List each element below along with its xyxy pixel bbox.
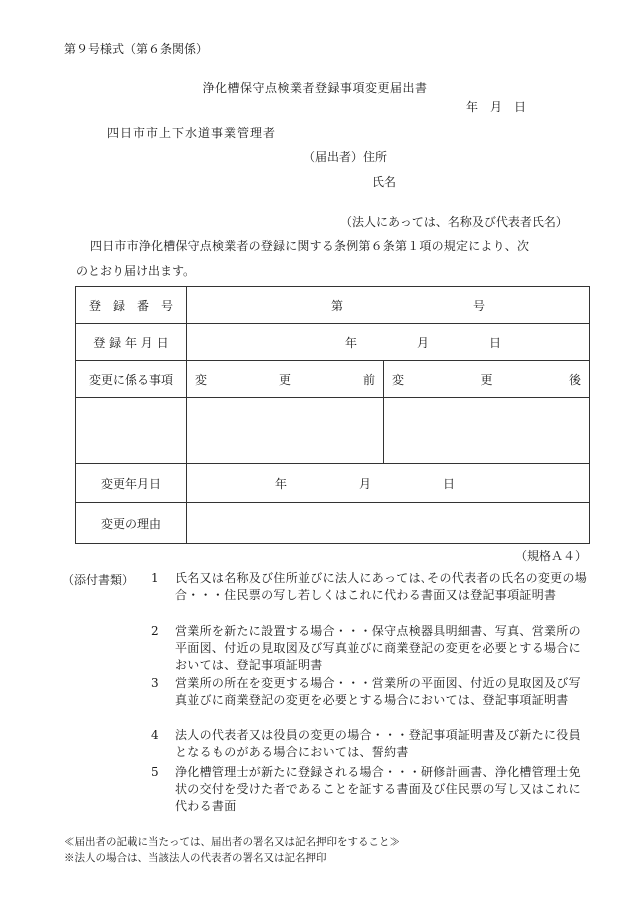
reg-month: 月 bbox=[416, 335, 429, 350]
submission-date: 年 月 日 bbox=[466, 100, 527, 114]
after-change-header bbox=[384, 361, 590, 398]
registration-date-label: 登 録 年 月 日 bbox=[76, 324, 187, 361]
after-change-field[interactable] bbox=[384, 398, 590, 464]
reg-no-prefix: 第 bbox=[330, 298, 343, 313]
corporation-signature-note: ※法人の場合は、当該法人の代表者の署名又は記名押印 bbox=[64, 852, 327, 864]
table-row bbox=[76, 464, 590, 503]
change-reason-field[interactable] bbox=[187, 503, 590, 544]
change-item-field[interactable] bbox=[76, 398, 187, 464]
addressee: 四日市市上下水道事業管理者 bbox=[107, 126, 277, 140]
attachment-text: 営業所を新たに設置する場合・・・保守点検器具明細書、写真、営業所の平面図、付近の見取図及び写真並びに商業登記の変更を必要とする場合においては、登記事項証明書 bbox=[175, 624, 581, 672]
change-date-field[interactable] bbox=[187, 464, 590, 503]
after-char: 更 bbox=[480, 372, 493, 387]
after-char: 後 bbox=[568, 372, 581, 387]
change-month: 月 bbox=[359, 476, 372, 491]
attachments-label: （添付書類） bbox=[62, 573, 135, 587]
attachment-number: 2 bbox=[151, 624, 159, 638]
attachment-number: 3 bbox=[151, 676, 159, 690]
table-row bbox=[76, 324, 590, 361]
reg-year: 年 bbox=[344, 335, 357, 350]
reg-day: 日 bbox=[489, 335, 502, 350]
registration-number-field[interactable] bbox=[187, 287, 590, 324]
attachment-number: 1 bbox=[151, 571, 159, 585]
attachment-text: 営業所の所在を変更する場合・・・営業所の平面図、付近の見取図及び写真並びに商業登記の変更を必要とする場合においては、登記事項証明書 bbox=[175, 676, 581, 707]
before-char: 前 bbox=[362, 372, 375, 387]
corporation-note: （法人にあっては、名称及び代表者氏名） bbox=[340, 215, 568, 229]
table-row bbox=[76, 503, 590, 544]
before-change-field[interactable] bbox=[187, 398, 384, 464]
applicant-name-label: 氏名 bbox=[372, 175, 397, 189]
before-char: 更 bbox=[278, 372, 291, 387]
table-row bbox=[76, 361, 590, 398]
paper-size-note: （規格Ａ４） bbox=[515, 549, 588, 563]
form-number: 第９号様式（第６条関係） bbox=[64, 42, 209, 56]
body-text-line-2: のとおり届け出ます。 bbox=[76, 264, 196, 278]
change-items-label: 変更に係る事項 bbox=[76, 361, 187, 398]
attachment-text: 法人の代表者又は役員の変更の場合・・・登記事項証明書及び新たに役員となるものがある場合においては、誓約書 bbox=[175, 728, 581, 759]
before-change-header bbox=[187, 361, 384, 398]
attachment-number: 4 bbox=[151, 728, 159, 742]
applicant-address-label: （届出者）住所 bbox=[303, 150, 388, 164]
change-day: 日 bbox=[443, 476, 456, 491]
change-year: 年 bbox=[275, 476, 288, 491]
change-reason-label: 変更の理由 bbox=[76, 503, 187, 544]
table-row bbox=[76, 287, 590, 324]
document-title: 浄化槽保守点検業者登録事項変更届出書 bbox=[202, 81, 428, 95]
table-row bbox=[76, 398, 590, 464]
signature-note: ≪届出者の記載に当たっては、届出者の署名又は記名押印をすること≫ bbox=[64, 836, 400, 848]
reg-no-suffix: 号 bbox=[473, 298, 486, 313]
registration-number-label: 登 録 番 号 bbox=[76, 287, 187, 324]
attachment-text: 氏名又は名称及び住所並びに法人にあっては､その代表者の氏名の変更の場合・・・住民票の写し若しくはこれに代わる書面又は登記事項証明書 bbox=[175, 571, 588, 602]
after-char: 変 bbox=[392, 372, 405, 387]
registration-date-field[interactable] bbox=[187, 324, 590, 361]
body-text-line-1: 四日市市浄化槽保守点検業者の登録に関する条例第６条第１項の規定により、次 bbox=[90, 239, 530, 253]
attachment-text: 浄化槽管理士が新たに登録される場合・・・研修計画書、浄化槽管理士免状の交付を受けた者であることを証する書面及び住民票の写し又はこれに代わる書面 bbox=[175, 765, 581, 813]
change-date-label: 変更年月日 bbox=[76, 464, 187, 503]
change-form-table bbox=[75, 286, 590, 544]
attachment-number: 5 bbox=[151, 765, 159, 779]
before-char: 変 bbox=[195, 372, 208, 387]
